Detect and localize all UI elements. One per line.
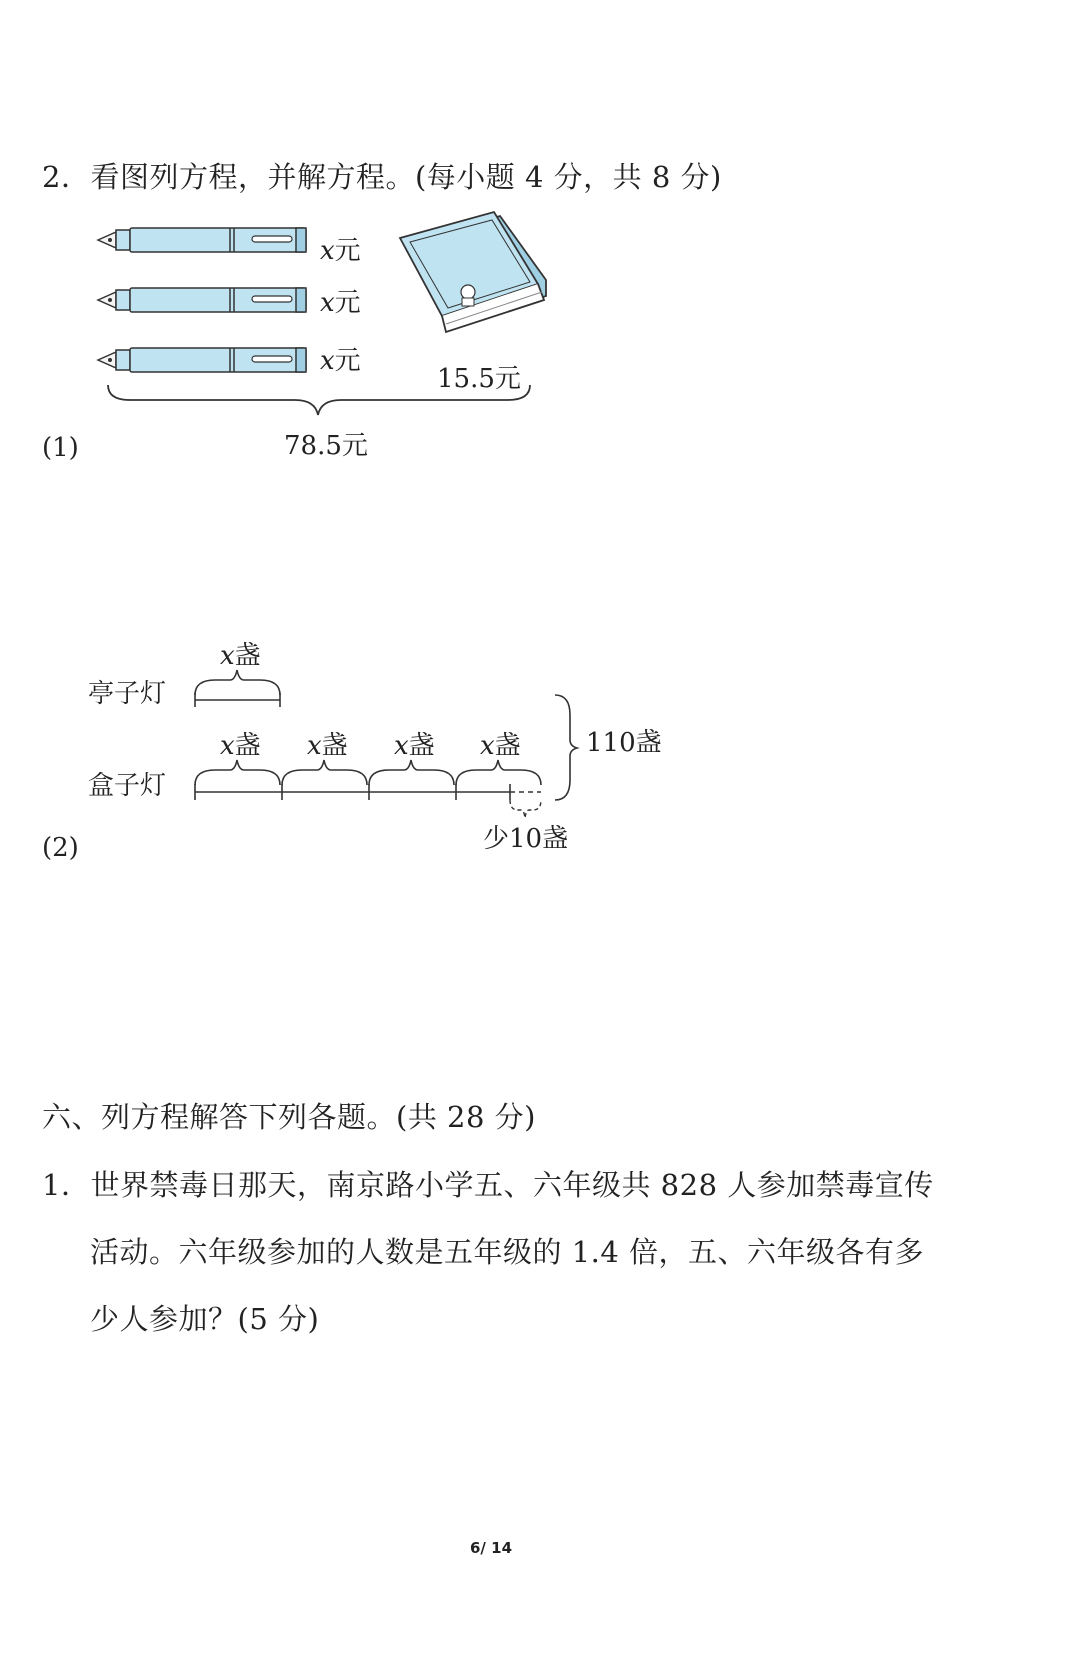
part-2-label: (2): [42, 833, 79, 863]
page-number: 6/ 14: [470, 1539, 513, 1557]
total-lamps-label: 110盏: [586, 728, 662, 758]
pavilion-lamp-var-label: x盏: [220, 641, 261, 671]
book-icon: [400, 212, 546, 332]
book-price-label: 15.5元: [437, 364, 521, 394]
less-ten-brace: [510, 800, 541, 818]
pen-price-label-3: x元: [320, 346, 361, 376]
total-lamp-brace: [555, 695, 577, 800]
box-lamp-name: 盒子灯: [88, 771, 167, 801]
section-6-title: 六、列方程解答下列各题。(共 28 分): [42, 1100, 536, 1134]
box-lamp-var-label-2: x盏: [307, 731, 348, 761]
section-6-q1-line-3: 少人参加？(5 分): [90, 1302, 320, 1336]
section-6-q1-line-1: 1．世界禁毒日那天，南京路小学五、六年级共 828 人参加禁毒宣传: [42, 1168, 934, 1202]
pavilion-lamp-name: 亭子灯: [88, 679, 167, 709]
box-lamp-var-label-4: x盏: [480, 731, 521, 761]
box-lamp-var-label-1: x盏: [220, 731, 261, 761]
pen-price-label-1: x元: [320, 236, 361, 266]
box-lamp-var-label-3: x盏: [394, 731, 435, 761]
pen-price-label-2: x元: [320, 288, 361, 318]
section-6-q1-line-2: 活动。六年级参加的人数是五年级的 1.4 倍，五、六年级各有多: [90, 1235, 925, 1269]
part-1-label: (1): [42, 433, 79, 463]
pen-icon-1: [98, 228, 306, 252]
pavilion-lamp-brace: [195, 670, 280, 695]
total-price-label: 78.5元: [284, 431, 368, 461]
pen-icon-3: [98, 348, 306, 372]
box-lamp-braces: [195, 760, 541, 785]
pens-and-book-figure: [90, 210, 650, 470]
less-ten-label: 少10盏: [483, 824, 569, 854]
question-2-title: 2．看图列方程，并解方程。(每小题 4 分，共 8 分): [42, 160, 722, 194]
pen-icon-2: [98, 288, 306, 312]
